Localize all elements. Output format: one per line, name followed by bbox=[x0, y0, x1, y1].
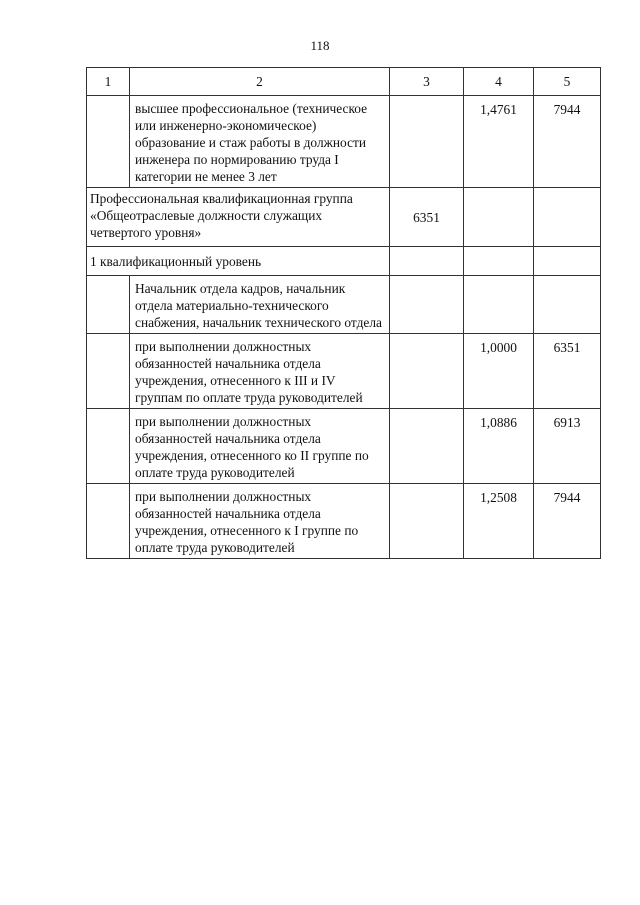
salary-table bbox=[86, 67, 601, 559]
table-row bbox=[87, 334, 601, 409]
base-salary-cell bbox=[390, 96, 464, 188]
level-row bbox=[87, 247, 601, 276]
header-cell-3: 3 bbox=[390, 68, 464, 96]
salary-cell: 6913 bbox=[534, 409, 601, 484]
salary-cell: 7944 bbox=[534, 96, 601, 188]
empty-cell bbox=[87, 276, 130, 334]
header-cell-2: 2 bbox=[130, 68, 390, 96]
coefficient-cell: 1,4761 bbox=[464, 96, 534, 188]
page-number: 118 bbox=[310, 38, 330, 53]
table-row bbox=[87, 96, 601, 188]
coefficient-cell: 1,0886 bbox=[464, 409, 534, 484]
table-row bbox=[87, 409, 601, 484]
condition-text: при выполнении должностных обязанностей начальника отдела учреждения, отнесенного ко II группе по оплате труда руководителей bbox=[130, 409, 390, 484]
empty-cell bbox=[390, 247, 464, 276]
empty-cell bbox=[390, 334, 464, 409]
empty-cell bbox=[87, 96, 130, 188]
table-row bbox=[87, 276, 601, 334]
empty-cell bbox=[464, 188, 534, 247]
group-row bbox=[87, 188, 601, 247]
empty-cell bbox=[390, 484, 464, 559]
table-row bbox=[87, 484, 601, 559]
empty-cell bbox=[87, 484, 130, 559]
salary-cell: 6351 bbox=[534, 334, 601, 409]
header-cell-5: 5 bbox=[534, 68, 601, 96]
empty-cell bbox=[534, 188, 601, 247]
empty-cell bbox=[390, 276, 464, 334]
empty-cell bbox=[87, 409, 130, 484]
group-base-salary: 6351 bbox=[390, 188, 464, 247]
level-title: 1 квалификационный уровень bbox=[87, 247, 390, 276]
salary-cell: 7944 bbox=[534, 484, 601, 559]
header-cell-4: 4 bbox=[464, 68, 534, 96]
empty-cell bbox=[464, 276, 534, 334]
coefficient-cell: 1,0000 bbox=[464, 334, 534, 409]
group-title: Профессиональная квалификационная группа «Общеотраслевые должности служащих четвертого уровня» bbox=[87, 188, 390, 247]
empty-cell bbox=[87, 334, 130, 409]
table-header-row bbox=[87, 68, 601, 96]
positions-text: Начальник отдела кадров, начальник отдела материально-технического снабжения, начальник технического отдела bbox=[130, 276, 390, 334]
condition-text: при выполнении должностных обязанностей начальника отдела учреждения, отнесенного к I группе по оплате труда руководителей bbox=[130, 484, 390, 559]
coefficient-cell: 1,2508 bbox=[464, 484, 534, 559]
header-cell-1: 1 bbox=[87, 68, 130, 96]
empty-cell bbox=[534, 247, 601, 276]
empty-cell bbox=[464, 247, 534, 276]
requirement-text: высшее профессиональное (техническое или инженерно-экономическое) образование и стаж работы в должности инженера по нормированию труда I категории не менее 3 лет bbox=[130, 96, 390, 188]
empty-cell bbox=[390, 409, 464, 484]
condition-text: при выполнении должностных обязанностей начальника отдела учреждения, отнесенного к III и IV группам по оплате труда руководителей bbox=[130, 334, 390, 409]
empty-cell bbox=[534, 276, 601, 334]
